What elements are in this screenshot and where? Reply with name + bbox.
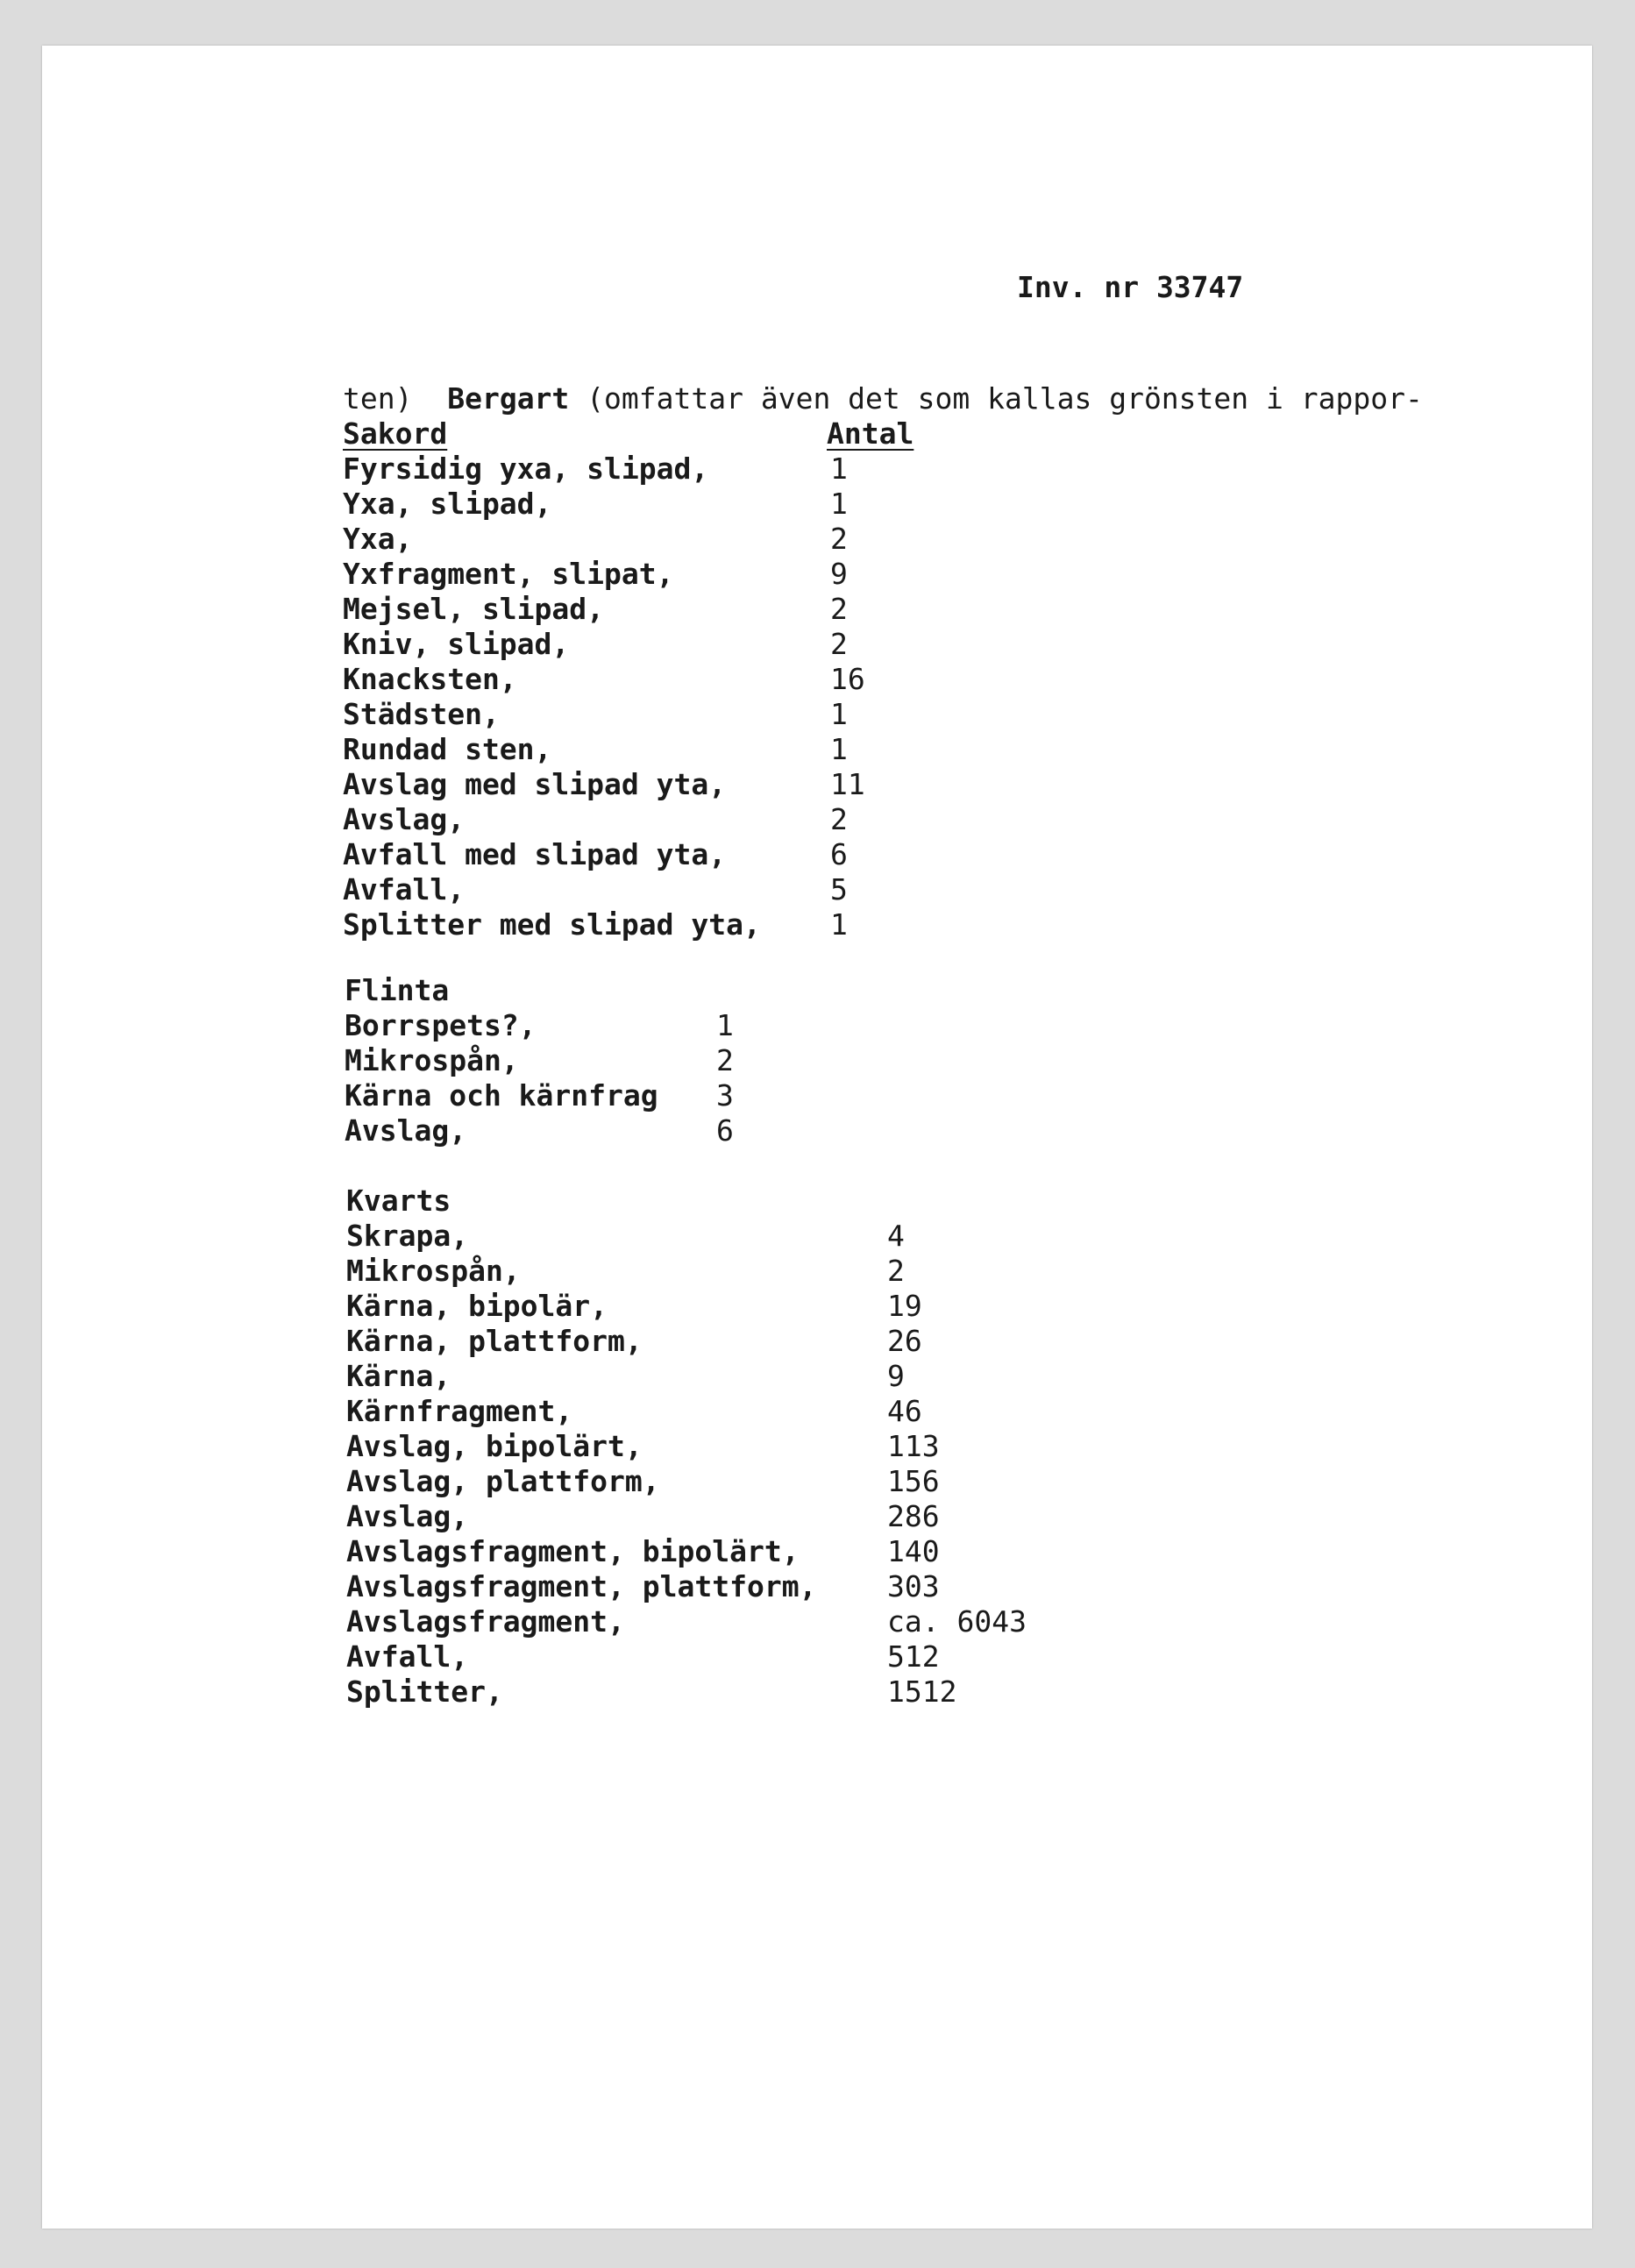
item-name: Avslag, plattform, [346,1464,660,1498]
item-name: Avslag, [343,802,466,836]
item-count: 113 [887,1429,940,1463]
item-count: 6 [830,837,848,871]
item-count: 2 [830,522,848,556]
item-name: Kniv, slipad, [343,627,570,661]
item-count: 1 [830,451,848,486]
item-name: Knacksten, [343,662,517,696]
item-count: 3 [716,1078,734,1113]
item-name: Kärna, bipolär, [346,1289,608,1323]
flinta-title: Flinta [345,973,450,1007]
item-count: 9 [887,1359,905,1393]
item-count: 286 [887,1499,940,1533]
item-name: Kärna, plattform, [346,1324,643,1358]
item-name: Fyrsidig yxa, slipad, [343,451,709,486]
item-count: 140 [887,1534,940,1568]
item-name: Rundad sten, [343,732,552,766]
item-count: 2 [716,1043,734,1077]
bergart-note: (omfattar även det som kallas grönsten i rappor- [586,381,1423,416]
item-count: 303 [887,1569,940,1603]
item-name: Yxa, slipad, [343,487,552,521]
item-name: Yxfragment, slipat, [343,557,674,591]
item-count: 46 [887,1394,922,1428]
item-name: Avslag, [346,1499,469,1533]
item-name: Mejsel, slipad, [343,592,605,626]
item-name: Avfall med slipad yta, [343,837,727,871]
item-name: Kärna och kärnfrag [345,1078,658,1113]
item-name: Avslag, bipolärt, [346,1429,643,1463]
item-name: Skrapa, [346,1219,469,1253]
bergart-title: Bergart [447,381,570,416]
item-name: Avslag med slipad yta, [343,767,727,801]
item-count: 1 [830,697,848,731]
item-name: Avfall, [343,872,466,906]
item-name: Avfall, [346,1639,469,1674]
item-name: Kärna, [346,1359,451,1393]
item-name: Mikrospån, [346,1254,521,1288]
item-count: 2 [830,592,848,626]
inventory-number: Inv. nr 33747 [1017,270,1244,304]
item-name: Städsten, [343,697,500,731]
item-count: 1 [830,907,848,942]
item-name: Avslag, [345,1113,467,1148]
column-header-sakord: Sakord [343,416,448,451]
column-header-antal: Antal [827,416,914,451]
item-count: 19 [887,1289,922,1323]
bergart-note-continued: ten) [343,381,413,416]
item-name: Mikrospån, [345,1043,519,1077]
item-count: 2 [887,1254,905,1288]
item-name: Avslagsfragment, [346,1604,625,1639]
item-count: 1 [716,1008,734,1042]
item-name: Borrspets?, [345,1008,537,1042]
faint-watermark [331,1825,1635,2018]
item-count: 9 [830,557,848,591]
kvarts-title: Kvarts [346,1184,451,1218]
item-name: Yxa, [343,522,413,556]
item-count: 156 [887,1464,940,1498]
item-count: 1 [830,487,848,521]
item-name: Splitter med slipad yta, [343,907,761,942]
item-name: Avslagsfragment, plattform, [346,1569,817,1603]
item-count: 5 [830,872,848,906]
item-name: Kärnfragment, [346,1394,573,1428]
item-count: 2 [830,627,848,661]
item-count: ca. 6043 [887,1604,1027,1639]
item-count: 4 [887,1219,905,1253]
item-count: 11 [830,767,865,801]
item-count: 26 [887,1324,922,1358]
item-name: Avslagsfragment, bipolärt, [346,1534,800,1568]
item-count: 6 [716,1113,734,1148]
item-count: 1512 [887,1674,957,1709]
item-count: 16 [830,662,865,696]
item-count: 2 [830,802,848,836]
item-count: 1 [830,732,848,766]
paper-sheet [42,46,1592,2229]
item-name: Splitter, [346,1674,503,1709]
item-count: 512 [887,1639,940,1674]
